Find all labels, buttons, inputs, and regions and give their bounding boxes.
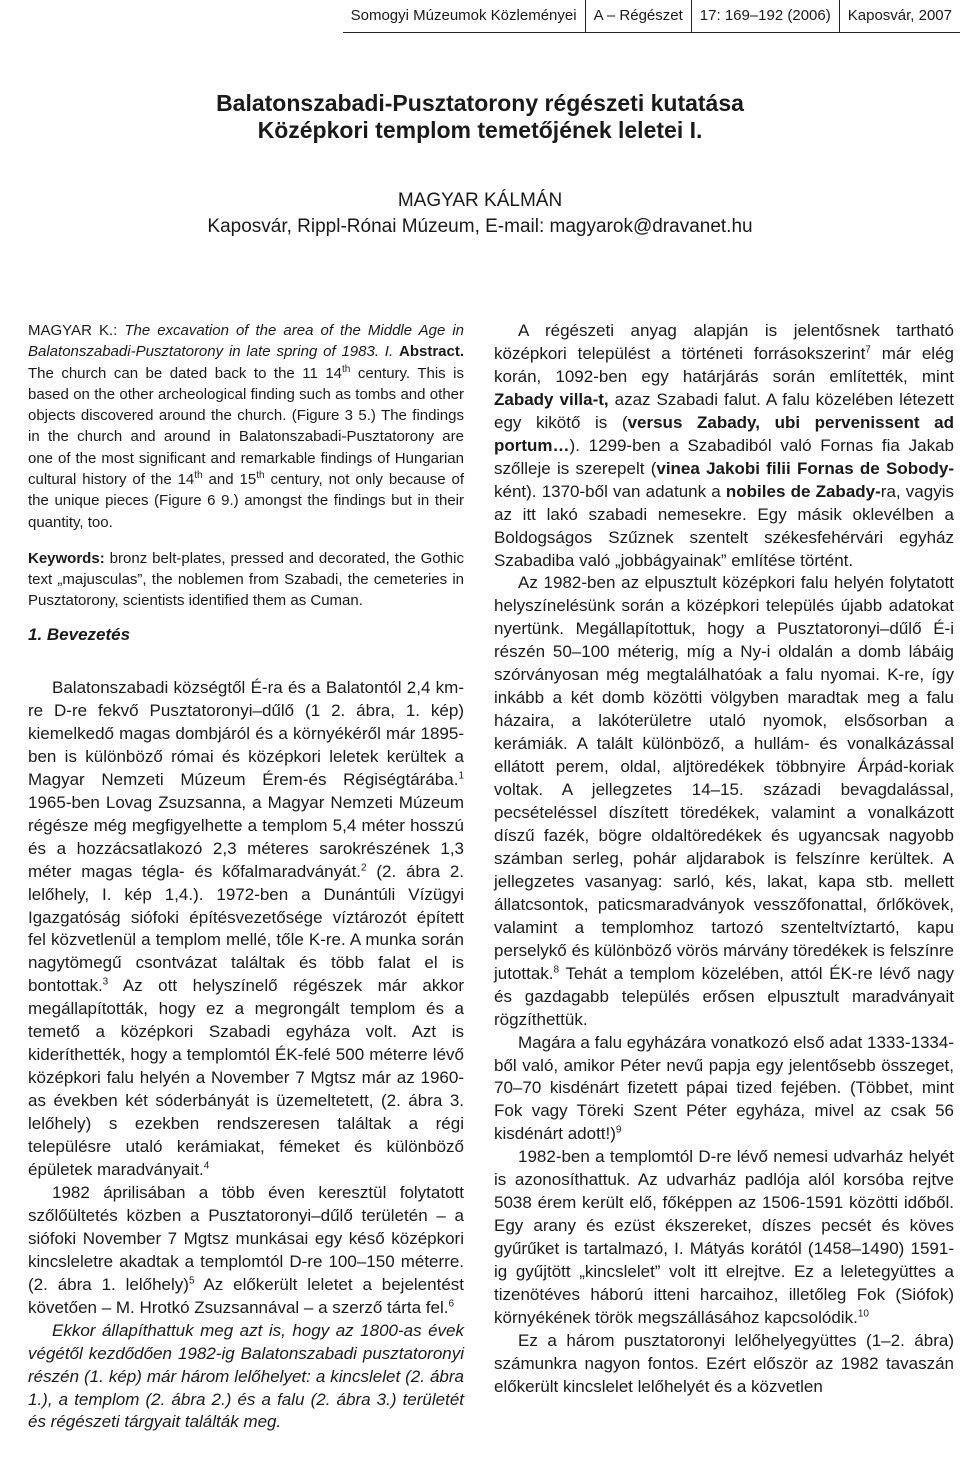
bold-text: vinea Jakobi filii Fornas de Sobody- [656,458,954,478]
text: azaz Szabadi falut. A falu közelében létezett egy kikötő is ( [494,389,954,432]
text: már elég korán, 1092-ben egy határjárás során említették, mint [494,343,954,386]
left-body [28,677,464,1434]
superscript: th [256,470,265,482]
abstract-text: and 15 [202,471,257,489]
citation-title: The excavation of the area of the Middle Age in Balatonszabadi-Pusztatorony in late spring of 1983. I. [28,322,464,361]
section-heading: 1. Bevezetés [28,624,131,644]
footnote-ref[interactable]: 3 [102,976,109,988]
text: A régészeti anyag alapján is jelentősnek tartható középkori települést a történeti forrásokszerint [494,321,954,363]
paragraph [494,320,954,572]
author-name: MAGYAR KÁLMÁN [397,190,563,211]
text: Balatonszabadi községtől É-ra és a Balatontól 2,4 km-re D-re fekvő Pusztatoronyi–dűlő (1 2. ábra, 1. kép) kiemelkedő magas dombjáról és a környékéről már 1895-ben is különböző római és középkori leletek kerültek a Magyar Nemzeti Múzeum Érem-és Régiségtárába. [28,677,464,789]
superscript: th [342,363,351,375]
left-column [28,320,464,1434]
footnote-ref[interactable]: 8 [553,964,560,976]
text: Magára a falu egyházára vonatkozó első adat 1333-1334-ből való, amikor Péter nevű papja egy jelentősebb összeget, 70–70 kisdénárt fizetett pápai tized fejében. (Többet, mint Fok vagy Töreki Szent Péter egyháza, mivel az csak 56 kisdénárt adott!) [494,1032,954,1144]
abstract-text: century, not only because of the unique pieces (Figure 6 9.) amongst the findings but in their quantity, too. [28,471,464,531]
text: Az előkerült leletet a bejelentést követően – M. Hrotkó Zsuzsannával – a szerző tárta fel. [28,1274,464,1317]
footnote-ref[interactable]: 1 [458,770,464,782]
footnote-ref[interactable]: 6 [448,1298,455,1310]
paragraph: Ekkor állapíthattuk meg azt is, hogy az 1800-as évek végétől kezdődően 1982-ig Balatonszabadi pusztatoronyi részén (1. kép) már három lelőhelyet: a kincslelet (2. ábra 1.), a templom (2. ábra 2.) és a falu (2. ábra 3.) területét és régészeti tárgyait találták meg. [28,1320,464,1432]
text: 1982 áprilisában a több éven keresztül folytatott szőlőültetés közben a Pusztatoronyi–dűlő területén – a siófoki November 7 Mgtsz munkásai egy késő középkori kincsleletre akadtak a templomtól D-re 100–150 méterre.(2. ábra 1. lelőhely) [28,1182,464,1294]
keywords-text: bronz belt-plates, pressed and decorated, the Gothic text „majusculas”, the noblemen from Szabadi, the cemeteries in Pusztatorony, scientists identified them as Cuman. [28,549,464,609]
abstract-text: The church can be dated back to the 11 14 [28,364,343,382]
keywords-label: Keywords: [28,549,105,567]
text: Az ott helyszínelő régészek már akkor megállapították, hogy ez a megrongált templom és a temető a középkori Szabadi egyháza volt. Azt is kideríthették, hogy a templomtól ÉK-felé 500 méterre lévő középkori falu helyén a November 7 Mgtsz már az 1960-as években két sóderbányát is üzemeltetett, (2. ábra 3. lelőhely) s ezekben rendszeresen találtak a régi településre utaló kerámiakat, fémeket és különböző épületek maradványait. [28,976,464,1179]
abstract-label: Abstract. [398,343,465,361]
paragraph [28,1182,464,1320]
right-column [494,320,954,1399]
text: 1965-ben Lovag Zsuzsanna, a Magyar Nemzeti Múzeum régésze még megfigyelhette a templom 5,4 méter hosszú és a hozzácsatlakozó 2,3 méteres sarokrészének 1,3 méter magas tégla- és kőfalmaradványát. [28,792,464,881]
superscript: th [194,470,203,482]
text: Az 1982-ben az elpusztult középkori falu helyén folytatott helyszínelésünk során a középkori település újabb adatokat nyertünk. Megállapítottuk, hogy a Pusztatoronyi–dűlő É-i részén 50–100 méterig, míg a Ny-i oldalán a domb lábáig szórványosan még megtalálhatóak a falu nyomai. K-re, így inkább a két domb közötti völgyben maradtak meg a falu házaira, a lakóterületre utaló nyomok, elsősorban a kerámiák. A talált különböző, a hullám- és vonalkázással ellátott perem, oldal, aljtöredékek többnyire Árpád-koriak voltak. A jellegzetes 14–15. századi bevagdalással, pecsételéssel díszített töredékek, valamint a vonalkázott díszű fazék, bögre oldaltöredékek és ugyancsak nagyobb számban serleg, pohár aljdarabok is felszínre kerültek. A jellegzetes vasanyag: sarló, kés, lakat, kapa stb. mellett állatcsontok, paticsmaradványok vesszőfonattal, őrlőkövek, valamint a templomhoz tartozó szenteltvíztartó, kapu perselykő és különböző vörös márvány töredékek is felszínre jutottak. [494,573,954,983]
paragraph [494,1146,954,1330]
bold-text: Zabady villa-t, [494,389,609,409]
paragraph [494,572,954,1031]
text: ra, vagyis az itt lakó szabadi nemesekre. Egy másik oklevélben a Boldogságos Szűznek szentelt székesfehérvári egyház Szabadiba való „jobbágyainak” említése történt. [494,481,954,570]
paragraph [28,677,464,1182]
text: ). 1299-ben a Szabadiból való Fornas fia Jakab szőlleje is szerepelt ( [494,435,954,478]
text: 1982-ben a templomtól D-re lévő nemesi udvarház helyét is azonosíthattuk. Az udvarház padlója alól korsóba rejtve 5038 érem került elő, főképpen az 1506-1591 közötti időből. Egy arany és ezüst ékszereket, díszes pecsét és köves gyűrűket is tartalmazó, I. Mátyás korától (1458–1490) 1591-ig gyűjtött „kincslelet” volt itt elrejtve. Ez a leletegyüttes a tizenötéves háború itteni harcaihoz, illetőleg Fok (Siófok) környékének török megszállásához kapcsolódik. [494,1147,954,1327]
footnote-ref[interactable]: 7 [865,344,871,356]
abstract-text: century. This is based on the other archeological finding such as tombs and other objects discovered around the church. (Figure 3 5.) The findings in the church and around in Balatonszabadi-Pusztatorony are one of the most significant and remarkable findings of Hungarian cultural history of the 14 [28,364,464,489]
author-affiliation: Kaposvár, Rippl-Rónai Múzeum, E-mail: magyarok@dravanet.hu [207,216,753,237]
citation-author: MAGYAR K.: [28,322,125,339]
footnote-ref[interactable]: 2 [361,861,367,873]
bold-text: versus Zabady, ubi pervenissent ad portum… [494,412,954,455]
journal-place: Kaposvár, 2007 [839,0,960,32]
abstract [28,320,464,533]
bold-text: nobiles de Zabady- [725,481,881,501]
article-title [0,90,960,144]
paragraph: Ez a három pusztatoronyi lelőhelyegyüttes (1–2. ábra) számunkra nagyon fontos. Ezért először az 1982 tavaszán előkerült kincslelet lelőhelyét és a közvetlen [494,1330,954,1396]
author-block [0,188,960,240]
paragraph [494,1032,954,1147]
journal-volume: 17: 169–192 (2006) [691,0,839,32]
title-line-2: Középkori templom temetőjének leletei I. [257,117,703,143]
title-line-1: Balatonszabadi-Pusztatorony régészeti kutatása [216,90,744,116]
footnote-ref[interactable]: 9 [615,1124,622,1136]
journal-name: Somogyi Múzeumok Közleményei [350,7,577,24]
text: (2. ábra 2. lelőhely, I. kép 1,4.). 1972-ben a Dunántúli Vízügyi Igazgatóság siófoki építésvezetősége víztározót épített fel közvetlenül a templom mellé, tőle K-re. A munka során nagytömegű csontvázat találtak és több falat el is bontottak. [28,861,464,996]
text: Tehát a templom közelében, attól ÉK-re lévő nagy és gazdagabb település erősen elpusztult maradványait rögzíthettük. [494,963,954,1029]
text: ként). 1370-ből van adatunk a [494,481,726,501]
running-header [343,0,960,33]
footnote-ref[interactable]: 4 [203,1160,210,1172]
footnote-ref[interactable]: 10 [857,1308,869,1320]
keywords [28,548,464,611]
journal-section: A – Régészet [585,0,691,32]
footnote-ref[interactable]: 5 [188,1275,195,1287]
